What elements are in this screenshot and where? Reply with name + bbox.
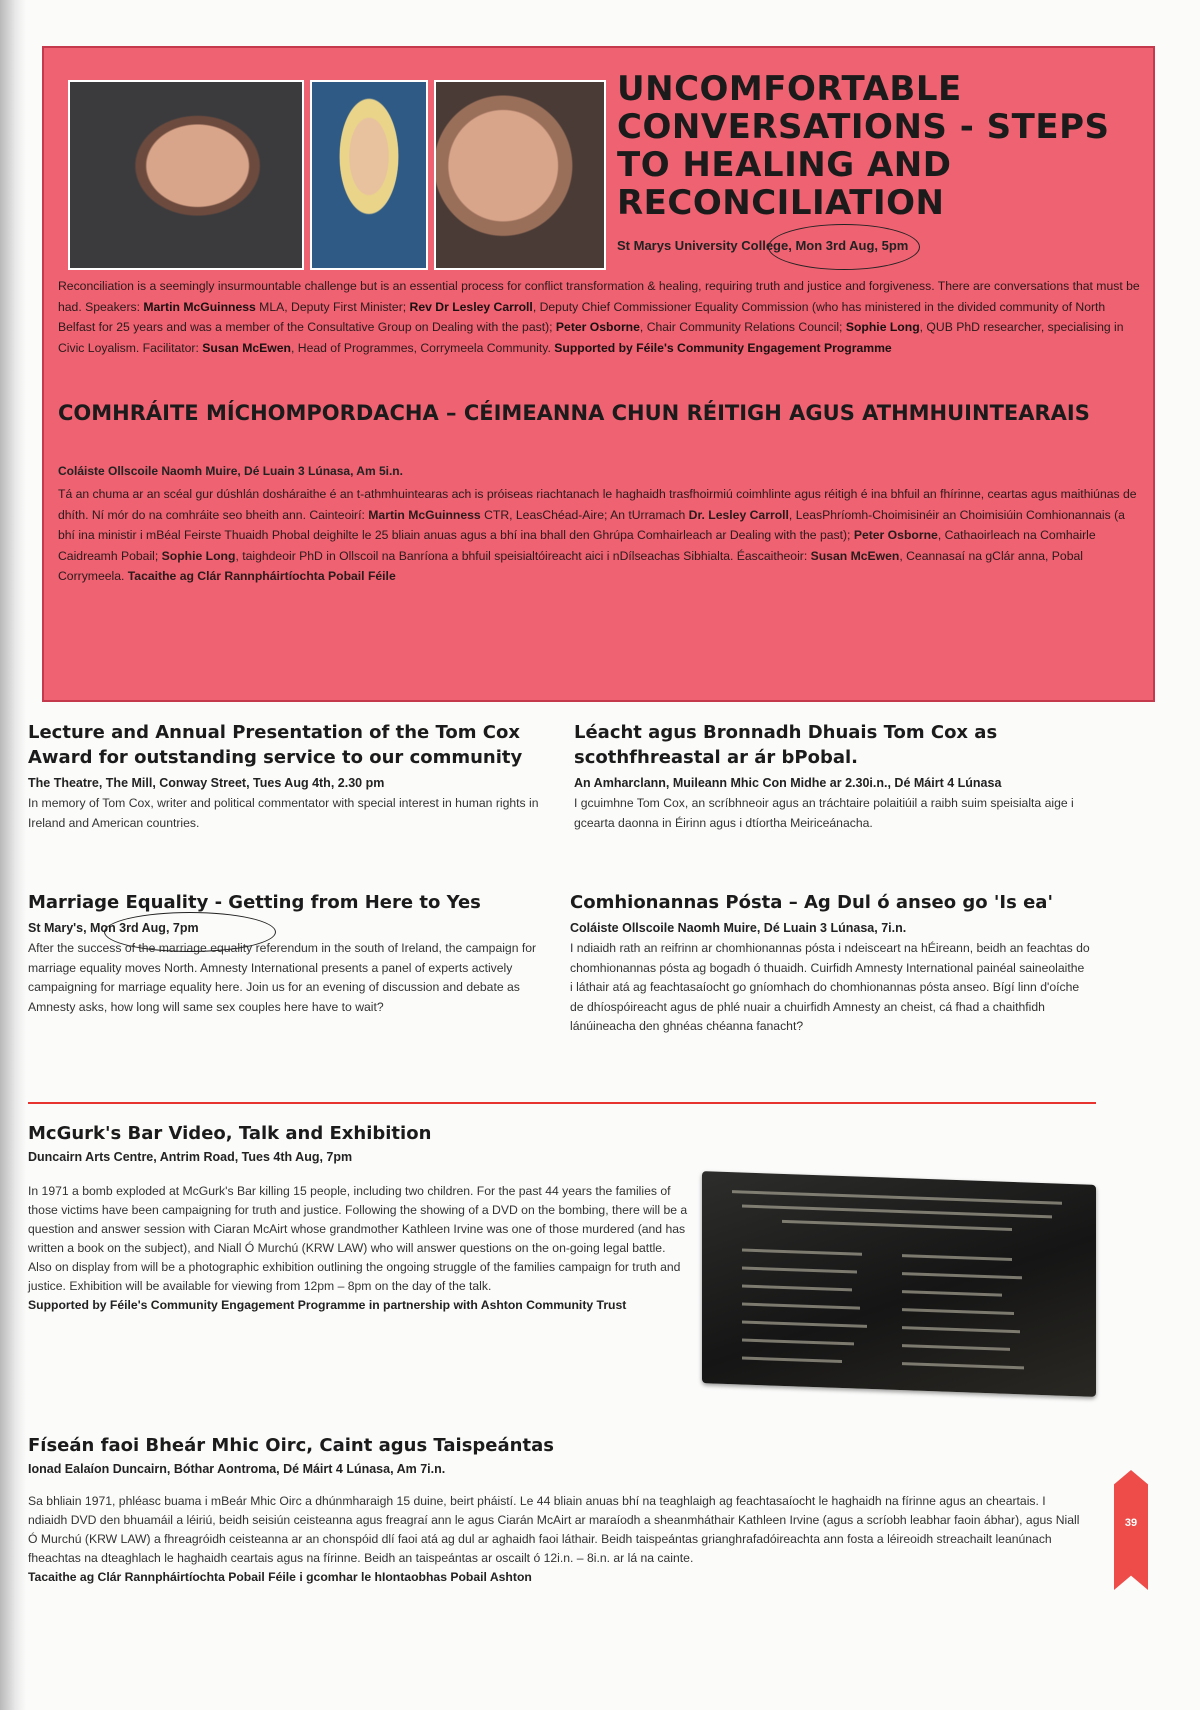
event-venue: Duncairn Arts Centre, Antrim Road, Tues 4th Aug, 7pm (28, 1150, 353, 1164)
event-support: Supported by Féile's Community Engagement Programme in partnership with Ashton Community Trust (28, 1298, 627, 1312)
event-description: After the success of the marriage equality referendum in the south of Ireland, the campaign for marriage equality moves North. Amnesty International presents a panel of experts actively campaigning for marriage equality here. Join us for an evening of discussion and debate as Amnesty asks, how long will same sex couples here have to wait? (28, 941, 537, 1014)
event-description: In memory of Tom Cox, writer and political commentator with special interest in human rights in Ireland and American countries. (28, 796, 539, 830)
feature-irish-venue: Coláiste Ollscoile Naomh Muire, Dé Luain 3 Lúnasa, Am 5i.n. (58, 464, 403, 478)
speaker-photo (434, 80, 606, 270)
event-description: In 1971 a bomb exploded at McGurk's Bar killing 15 people, including two children. For the past 44 years the families of those victims have been campaigning for truth and justice. Following the showing of a DVD on the bombing, there will be a question and answer session with Ciaran McAirt whose grandmother Kathleen Irvine was one of those murdered (and has written a book on the subject), and Niall Ó Murchú (KRW LAW) who will answer questions on the on-going legal battle. Also on display from will be a photographic exhibition outlining the ongoing struggle of the families campaign for truth and justice. Exhibition will be available for viewing from 12pm – 8pm on the day of the talk. (28, 1184, 688, 1293)
event-venue: Coláiste Ollscoile Naomh Muire, Dé Luain 3 Lúnasa, 7i.n. (570, 921, 907, 935)
event-venue: Ionad Ealaíon Duncairn, Bóthar Aontroma, Dé Máirt 4 Lúnasa, Am 7i.n. (28, 1462, 446, 1476)
event-marriage-equality (28, 890, 538, 1017)
event-description: Sa bhliain 1971, phléasc buama i mBeár Mhic Oirc a dhúnmharaigh 15 duine, beirt pháistí. Le 44 bliain anuas bhí na teaghlaigh ag feachtasaíocht le haghaidh na fírinne agus an cheartais. I ndiaidh DVD den bhuamáil a léiriú, beidh seisiún ceisteanna agus freagraí ann le agus Ciarán McAirt ar maraíodh a sheanmháthair Kathleen Irvine (agus a scríobh leabhar faoin ábhar), agus Niall Ó Murchú (KRW LAW) a fhreagróidh ceisteanna ar an chonspóid dlí faoi atá ag dul ar aghaidh faoi láthair. Beidh taispeántas grianghrafadóireachta ann fosta a léireoidh streachailt leanúnach fheachtas na dteaghlach le haghaidh ceartais agus na fírinne. Beidh an taispeántas ar oscailt ó 12i.n. – 8i.n. ar lá na cainte. (28, 1494, 1080, 1565)
page-number: 39 (1124, 1517, 1138, 1529)
feature-irish-title: COMHRÁITE MÍCHOMPORDACHA – CÉIMEANNA CHUN RÉITIGH AGUS ATHMHUINTEARAIS (58, 401, 1090, 425)
event-venue: An Amharclann, Muileann Mhic Con Midhe ar 2.30i.n., Dé Máirt 4 Lúnasa (574, 776, 1002, 790)
event-venue: The Theatre, The Mill, Conway Street, Tues Aug 4th, 2.30 pm (28, 776, 385, 790)
event-venue: St Mary's, Mon 3rd Aug, 7pm (28, 921, 199, 935)
pen-circle-mark (104, 912, 276, 952)
pen-circle-mark (768, 224, 920, 270)
memorial-plaque-image (702, 1171, 1096, 1397)
feature-irish-description: Tá an chuma ar an scéal gur dúshlán dosháraithe é an t-athmhuintearas ach is próiseas riachtanach le haghaidh trasfhoirmiú coimhlinte agus réitigh é ina bhfuil an fhírinne, ceartas agus maithiúnas de dhíth. Ní mór do na comhráite seo bheith ann. Cainteoirí: Martin McGuinness CTR, LeasChéad-Aire; An tUrramach Dr. Lesley Carroll, LeasPhríomh-Choimisinéir an Choimisiúin Comhionannais (a bhí ina ministir i mBéal Feirste Thuaidh Phobal deighilte le 25 bliain anuas agus a bhí ina bhall den Ghrúpa Comhairleach ar Dealing with the past); Peter Osborne, Cathaoirleach na Comhairle Caidreamh Pobail; Sophie Long, taighdeoir PhD in Ollscoil na Banríona a bhfuil speisialtóireacht aici i nDílseachas Sibhialta. Éascaitheoir: Susan McEwen, Ceannasaí na gClár anna, Pobal Corrymeela. Tacaithe ag Clár Rannpháirtíochta Pobail Féile (58, 487, 1137, 584)
page-tab-ribbon (1114, 1470, 1148, 1590)
event-mcgurks-bar-irish (28, 1434, 1098, 1587)
event-title: McGurk's Bar Video, Talk and Exhibition (28, 1123, 432, 1144)
event-title: Léacht agus Bronnadh Dhuais Tom Cox as scothfhreastal ar ár bPobal. (574, 722, 998, 768)
event-description: I ndiaidh rath an reifrinn ar chomhionannas pósta i ndeisceart na hÉireann, beidh an feachtas do chomhionannas pósta ag bogadh ó thuaidh. Cuirfidh Amnesty International painéal saineolaithe i láthair atá ag feachtasaíocht go gníomhach do chomhionannas pósta anseo. Bígí linn d'oíche de dhíospóireacht agus de phlé nuair a chuirfidh Amnesty an cheist, cá fhad a chaithfidh lánúineacha den ghnéas chéanna fanacht? (570, 941, 1090, 1033)
event-title: Marriage Equality - Getting from Here to Yes (28, 892, 481, 913)
event-title: Lecture and Annual Presentation of the Tom Cox Award for outstanding service to our community (28, 722, 523, 768)
event-support: Tacaithe ag Clár Rannpháirtíochta Pobail Féile i gcomhar le hIontaobhas Pobail Ashton (28, 1570, 532, 1584)
speaker-photo (68, 80, 304, 270)
feature-venue: St Marys University College, Mon 3rd Aug, 5pm (617, 238, 909, 253)
feature-box (42, 46, 1155, 702)
event-title: Físeán faoi Bheár Mhic Oirc, Caint agus Taispeántas (28, 1435, 554, 1456)
event-tom-cox (28, 720, 548, 833)
event-tom-cox-irish (574, 720, 1098, 833)
event-mcgurks-bar (28, 1122, 688, 1315)
speaker-photo (310, 80, 428, 270)
event-title: Comhionannas Pósta – Ag Dul ó anseo go 'Is ea' (570, 892, 1053, 913)
page-gutter-shadow (0, 0, 26, 1710)
feature-title: UNCOMFORTABLE CONVERSATIONS - STEPS TO HEALING AND RECONCILIATION (617, 69, 1110, 223)
event-marriage-equality-irish (570, 890, 1090, 1037)
event-description: I gcuimhne Tom Cox, an scríbhneoir agus an tráchtaire polaitiúil a raibh suim speisialta aige i gcearta daonna in Éirinn agus i dtíortha Meiriceánacha. (574, 796, 1074, 830)
feature-description: Reconciliation is a seemingly insurmountable challenge but is an essential process for conflict transformation & healing, requiring truth and justice and forgiveness. There are conversations that must be had. Speakers: Martin McGuinness MLA, Deputy First Minister; Rev Dr Lesley Carroll, Deputy Chief Commissioner Equality Commission (who has ministered in the divided community of North Belfast for 25 years and was a member of the Consultative Group on Dealing with the past); Peter Osborne, Chair Community Relations Council; Sophie Long, QUB PhD researcher, specialising in Civic Loyalism. Facilitator: Susan McEwen, Head of Programmes, Corrymeela Community. Supported by Féile's Community Engagement Programme (58, 279, 1140, 355)
section-divider (28, 1102, 1096, 1104)
